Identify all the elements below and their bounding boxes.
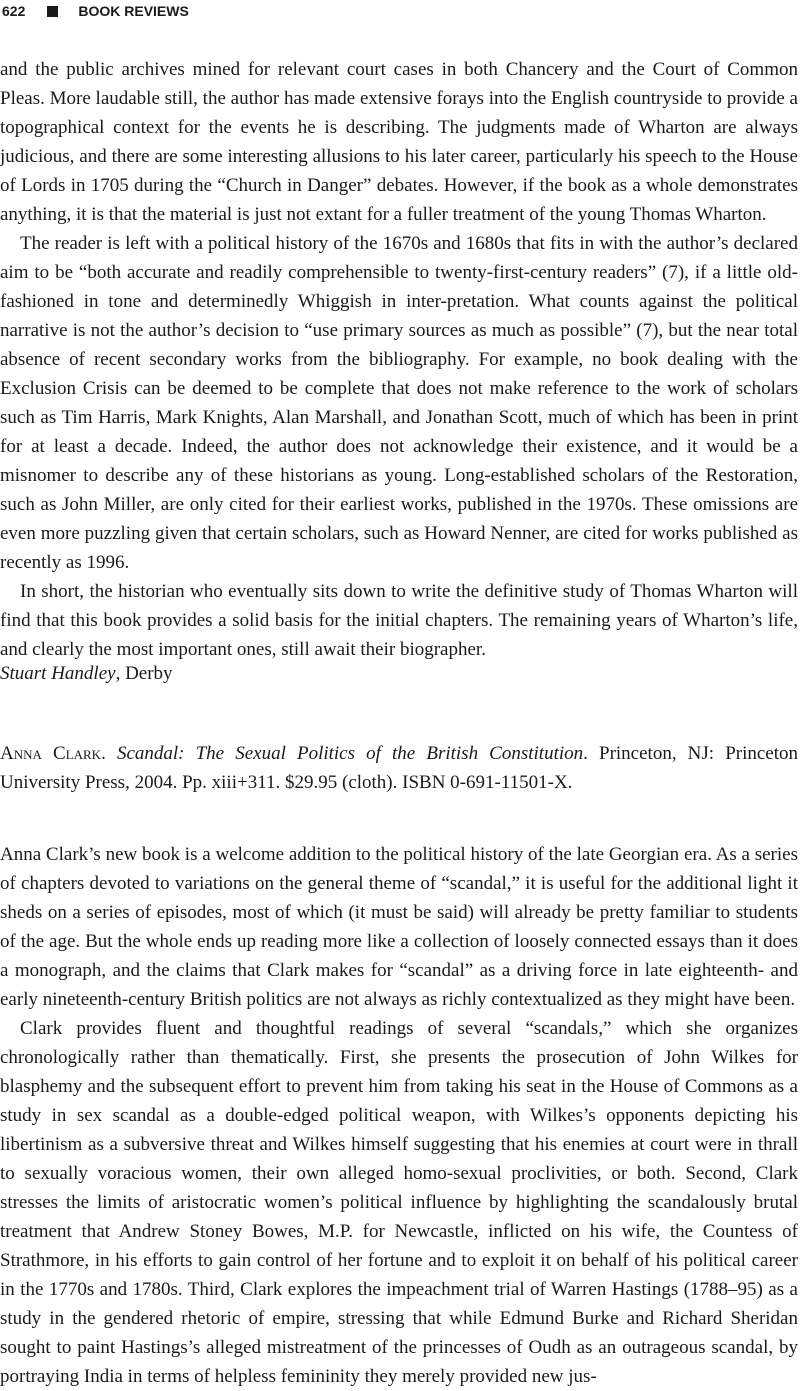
review-2-paragraph-2: Clark provides fluent and thoughtful readings of several “scandals,” which she organizes chronologically rather than thematically. First, she presents the prosecution of John Wilkes for blasphemy and the subsequent effort to prevent him from taking his seat in the House of Commons as a study in sex scandal as a double-edged political weapon, with Wilkes’s opponents depicting his libertinism as a subversive threat and Wilkes himself suggesting that his enemies at court were in thrall to sexually voracious women, their own alleged homo-sexual proclivities, or both. Second, Clark stresses the limits of aristocratic women’s political influence by highlighting the scandalously brutal treatment that Andrew Stoney Bowes, M.P. for Newcastle, inflicted on his wife, the Countess of Strathmore, in his efforts to gain control of her fortune and to exploit it on behalf of his political career in the 1770s and 1780s. Third, Clark explores the impeachment trial of Warren Hastings (1788–95) as a study in the gendered rhetoric of empire, stressing that while Edmund Burke and Richard Sheridan sought to paint Hastings’s alleged mistreatment of the princesses of Oudh as an outrageous scandal, by portraying India in terms of helpless femininity they merely provided new jus-: [0, 1018, 798, 1387]
book-title: Scandal: The Sexual Politics of the British Constitution: [116, 743, 584, 764]
review-2-paragraph-1: Anna Clark’s new book is a welcome addition to the political history of the late Georgian era. As a series of chapters devoted to variations on the general theme of “scandal,” it is useful for the additional light it sheds on a series of episodes, most of which (it must be said) will already be pretty familiar to students of the age. But the whole ends up reading more like a collection of loosely connected essays than it does a monograph, and the claims that Clark makes for “scandal” as a driving force in late eighteenth- and early nineteenth-century British politics are not always as richly contextualized as they might have been.: [0, 844, 798, 1010]
reviewer-name: Stuart Handley: [0, 663, 116, 684]
review-2-citation: [0, 739, 798, 797]
header-square-icon: [47, 6, 58, 17]
citation-separator: .: [101, 743, 117, 764]
reviewer-location: , Derby: [115, 663, 173, 684]
review-1-paragraph-1: and the public archives mined for relevant court cases in both Chancery and the Court of Common Pleas. More laudable still, the author has made extensive forays into the English countryside to provide a topographical context for the events he is describing. The judgments made of Wharton are always judicious, and there are some interesting allusions to his later career, particularly his speech to the House of Lords in 1705 during the “Church in Danger” debates. However, if the book as a whole demonstrates anything, it is that the material is just not extant for a fuller treatment of the young Thomas Wharton.: [0, 59, 798, 225]
reviewer-signature: [0, 659, 173, 688]
review-1-paragraph-3: In short, the historian who eventually sits down to write the definitive study of Thomas Wharton will find that this book provides a solid basis for the initial chapters. The remaining years of Wharton’s life, and clearly the most important ones, still await their biographer.: [0, 581, 798, 660]
section-title: BOOK REVIEWS: [78, 3, 189, 19]
book-author: Anna Clark: [0, 743, 102, 764]
review-1-body: [0, 55, 798, 664]
publication-details: . Princeton, NJ: Princeton University Press, 2004. Pp. xiii+311. $29.95 (cloth). ISBN 0-691-11501-X.: [0, 743, 799, 793]
page-number: 622: [2, 3, 26, 19]
review-2-body: [0, 840, 798, 1391]
review-1-paragraph-2: The reader is left with a political history of the 1670s and 1680s that fits in with the author’s declared aim to be “both accurate and readily comprehensible to twenty-first-century readers” (7), if a little old-fashioned in tone and determinedly Whiggish in inter-pretation. What counts against the political narrative is not the author’s decision to “use primary sources as much as possible” (7), but the near total absence of recent secondary works from the bibliography. For example, no book dealing with the Exclusion Crisis can be deemed to be complete that does not make reference to the work of scholars such as Tim Harris, Mark Knights, Alan Marshall, and Jonathan Scott, much of which has been in print for at least a decade. Indeed, the author does not acknowledge their existence, and it would be a misnomer to describe any of these historians as young. Long-established scholars of the Restoration, such as John Miller, are only cited for their earliest works, published in the 1970s. These omissions are even more puzzling given that certain scholars, such as Howard Nenner, are cited for works published as recently as 1996.: [0, 233, 798, 573]
running-header: [0, 0, 800, 22]
